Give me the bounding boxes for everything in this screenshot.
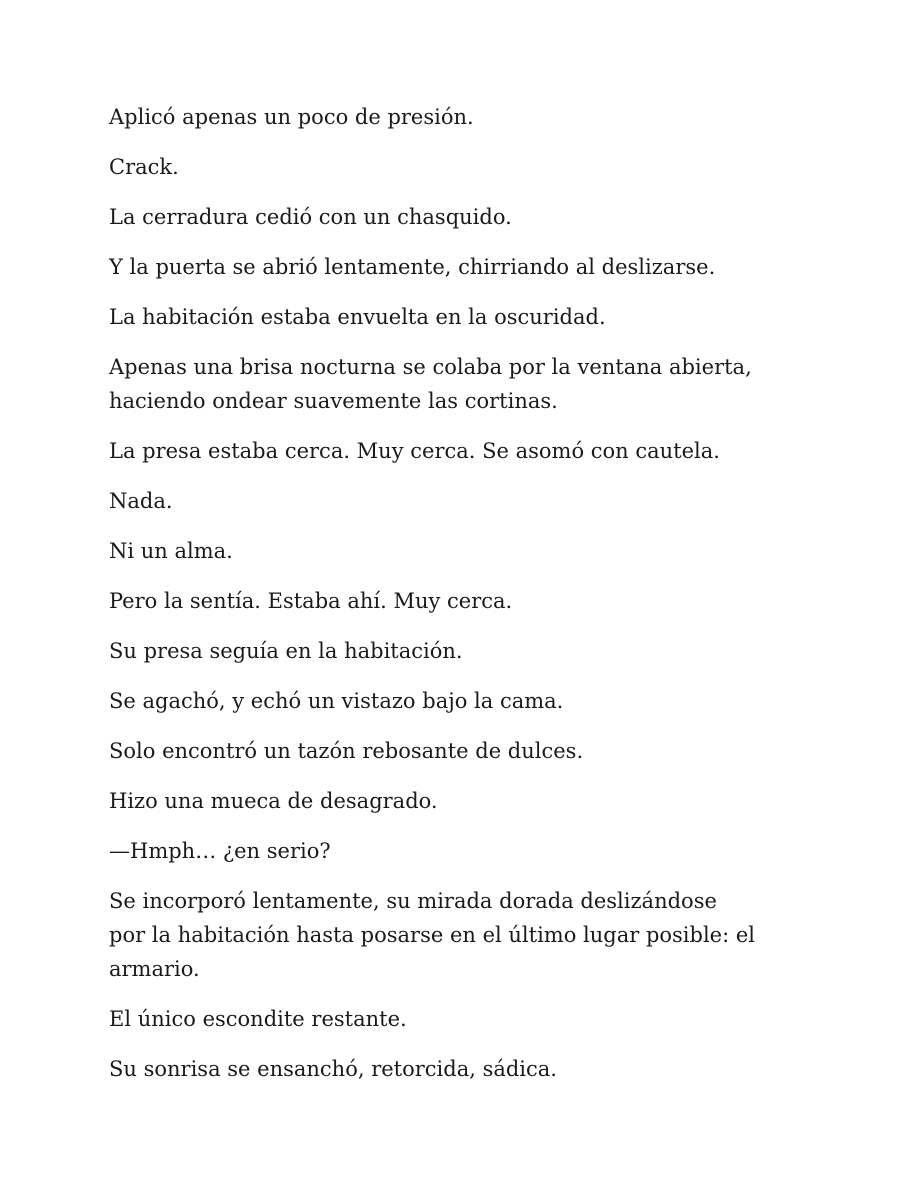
- paragraph: Solo encontró un tazón rebosante de dulces.: [109, 739, 584, 763]
- paragraph: Se agachó, y echó un vistazo bajo la cama.: [109, 689, 564, 713]
- dialogue-line: —Hmph… ¿en serio?: [109, 839, 331, 863]
- paragraph: Hizo una mueca de desagrado.: [109, 789, 438, 813]
- paragraph: Nada.: [109, 489, 173, 513]
- paragraph: La presa estaba cerca. Muy cerca. Se asomó con cautela.: [109, 439, 720, 463]
- paragraph: Su presa seguía en la habitación.: [109, 639, 463, 663]
- paragraph: Pero la sentía. Estaba ahí. Muy cerca.: [109, 589, 513, 613]
- paragraph: La habitación estaba envuelta en la oscuridad.: [109, 305, 606, 329]
- paragraph: Se incorporó lentamente, su mirada dorada deslizándose por la habitación hasta posarse en el último lugar posible: el armario.: [109, 889, 756, 981]
- paragraph: Y la puerta se abrió lentamente, chirriando al deslizarse.: [109, 255, 716, 279]
- paragraph: Apenas una brisa nocturna se colaba por la ventana abierta, haciendo ondear suavemente las cortinas.: [109, 355, 752, 413]
- paragraph: Aplicó apenas un poco de presión.: [109, 105, 474, 129]
- paragraph: Crack.: [109, 155, 179, 179]
- story-text: [109, 100, 809, 1102]
- paragraph: El único escondite restante.: [109, 1007, 407, 1031]
- paragraph: La cerradura cedió con un chasquido.: [109, 205, 512, 229]
- paragraph: Ni un alma.: [109, 539, 233, 563]
- paragraph: Su sonrisa se ensanchó, retorcida, sádica.: [109, 1057, 557, 1081]
